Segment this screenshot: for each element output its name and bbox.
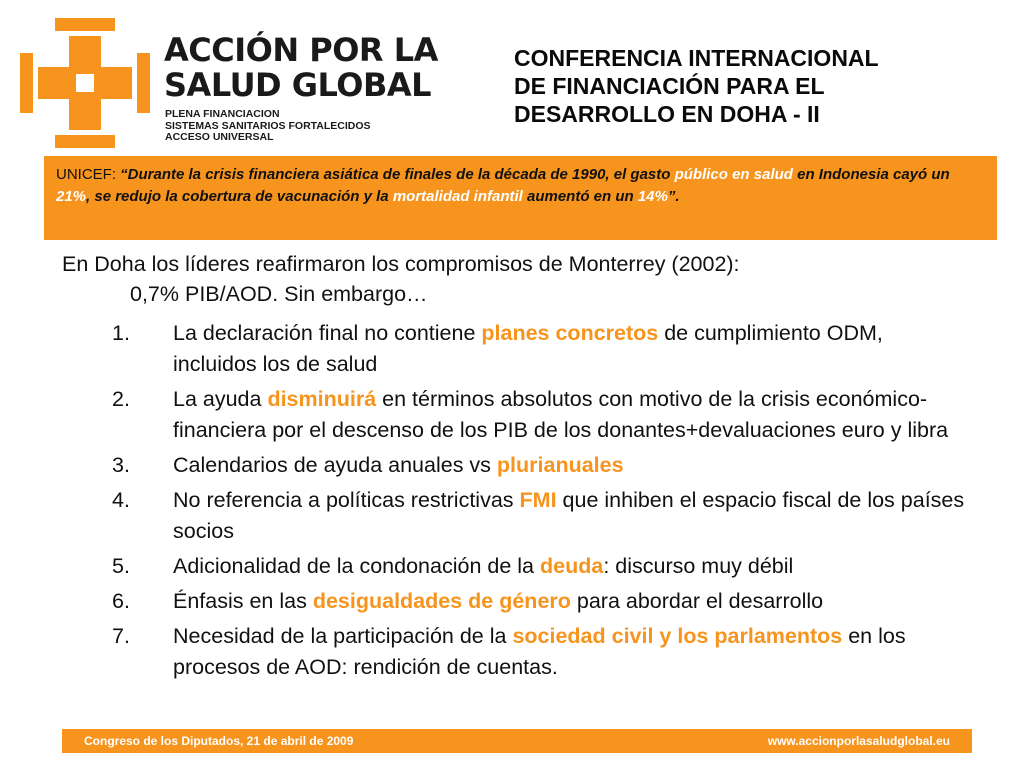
title-line: DE FINANCIACIÓN PARA EL [514, 73, 825, 99]
item-highlight: desigualdades de género [312, 589, 571, 613]
item-highlight: plurianuales [496, 453, 624, 477]
quote-text [56, 164, 985, 208]
item-text: La declaración final no contiene [173, 321, 482, 345]
item-number: 7. [112, 624, 130, 648]
tagline: ACCESO UNIVERSAL [165, 131, 274, 143]
cross-logo-icon [20, 18, 150, 148]
item-number: 5. [112, 554, 130, 578]
item-number: 3. [112, 453, 130, 477]
item-text: de cumplimiento ODM, incluidos los de salud [173, 321, 883, 376]
quote-highlight: 14% [637, 188, 668, 205]
item-text: No referencia a políticas restrictivas [173, 488, 520, 512]
tagline: SISTEMAS SANITARIOS FORTALECIDOS [165, 119, 371, 132]
footer-bar [62, 729, 972, 753]
item-highlight: planes concretos [481, 321, 659, 345]
title-line: DESARROLLO EN DOHA - II [514, 101, 820, 127]
unicef-quote-banner [44, 156, 997, 240]
quote-source: UNICEF: [56, 166, 121, 183]
item-text: : discurso muy débil [603, 554, 794, 578]
quote-open-mark: “ [120, 166, 128, 183]
item-text: Adicionalidad de la condonación de la [173, 554, 540, 578]
item-text: en los procesos de AOD: rendición de cuentas. [173, 624, 906, 679]
quote-part: aumentó en un [522, 188, 638, 205]
item-highlight: sociedad civil y los parlamentos [512, 624, 843, 648]
tagline: PLENA FINANCIACION [165, 108, 280, 120]
item-number: 2. [112, 387, 130, 411]
item-number: 6. [112, 589, 130, 613]
list-item [112, 621, 972, 683]
key-points-list [112, 318, 972, 687]
list-item [112, 318, 972, 380]
item-highlight: disminuirá [267, 387, 377, 411]
list-item [112, 384, 972, 446]
brand-name-line1: ACCIÓN POR LA [164, 31, 438, 69]
item-text: en términos absolutos con motivo de la crisis económico-financiera por el descenso de los PIB de los donantes+devaluaciones euro y libra [173, 387, 949, 442]
item-text: La ayuda [173, 387, 268, 411]
item-highlight: FMI [519, 488, 557, 512]
organization-logo [20, 18, 452, 148]
item-text: Necesidad de la participación de la [173, 624, 513, 648]
intro-line: 0,7% PIB/AOD. Sin embargo… [130, 282, 428, 306]
item-number: 1. [112, 321, 130, 345]
brand-name-line2: SALUD GLOBAL [164, 66, 432, 104]
item-text: Calendarios de ayuda anuales vs [173, 453, 497, 477]
quote-part: en Indonesia cayó un [792, 166, 950, 183]
quote-part: , se redujo la cobertura de vacunación y la [86, 188, 393, 205]
list-item [112, 450, 972, 481]
quote-highlight: público en salud [674, 166, 793, 183]
item-number: 4. [112, 488, 130, 512]
quote-end: . [675, 188, 680, 205]
list-item [112, 551, 972, 582]
item-text: que inhiben el espacio fiscal de los países socios [173, 488, 965, 543]
quote-highlight: 21% [56, 188, 87, 205]
slide-title [514, 44, 984, 128]
footer-website-link[interactable]: www.accionporlasaludglobal.eu [767, 734, 950, 748]
quote-part: Durante la crisis financiera asiática de finales de la década de 1990, el gasto [127, 166, 675, 183]
item-highlight: deuda [539, 554, 604, 578]
intro-paragraph [62, 249, 962, 309]
list-item [112, 485, 972, 547]
list-item [112, 586, 972, 617]
quote-close-mark: ” [667, 188, 676, 205]
quote-highlight: mortalidad infantil [392, 188, 523, 205]
brand-taglines [165, 109, 371, 144]
item-text: para abordar el desarrollo [570, 589, 824, 613]
title-line: CONFERENCIA INTERNACIONAL [514, 45, 879, 71]
item-text: Énfasis en las [173, 589, 313, 613]
intro-line: En Doha los líderes reafirmaron los compromisos de Monterrey (2002): [62, 252, 740, 276]
footer-event: Congreso de los Diputados, 21 de abril de 2009 [84, 734, 354, 748]
